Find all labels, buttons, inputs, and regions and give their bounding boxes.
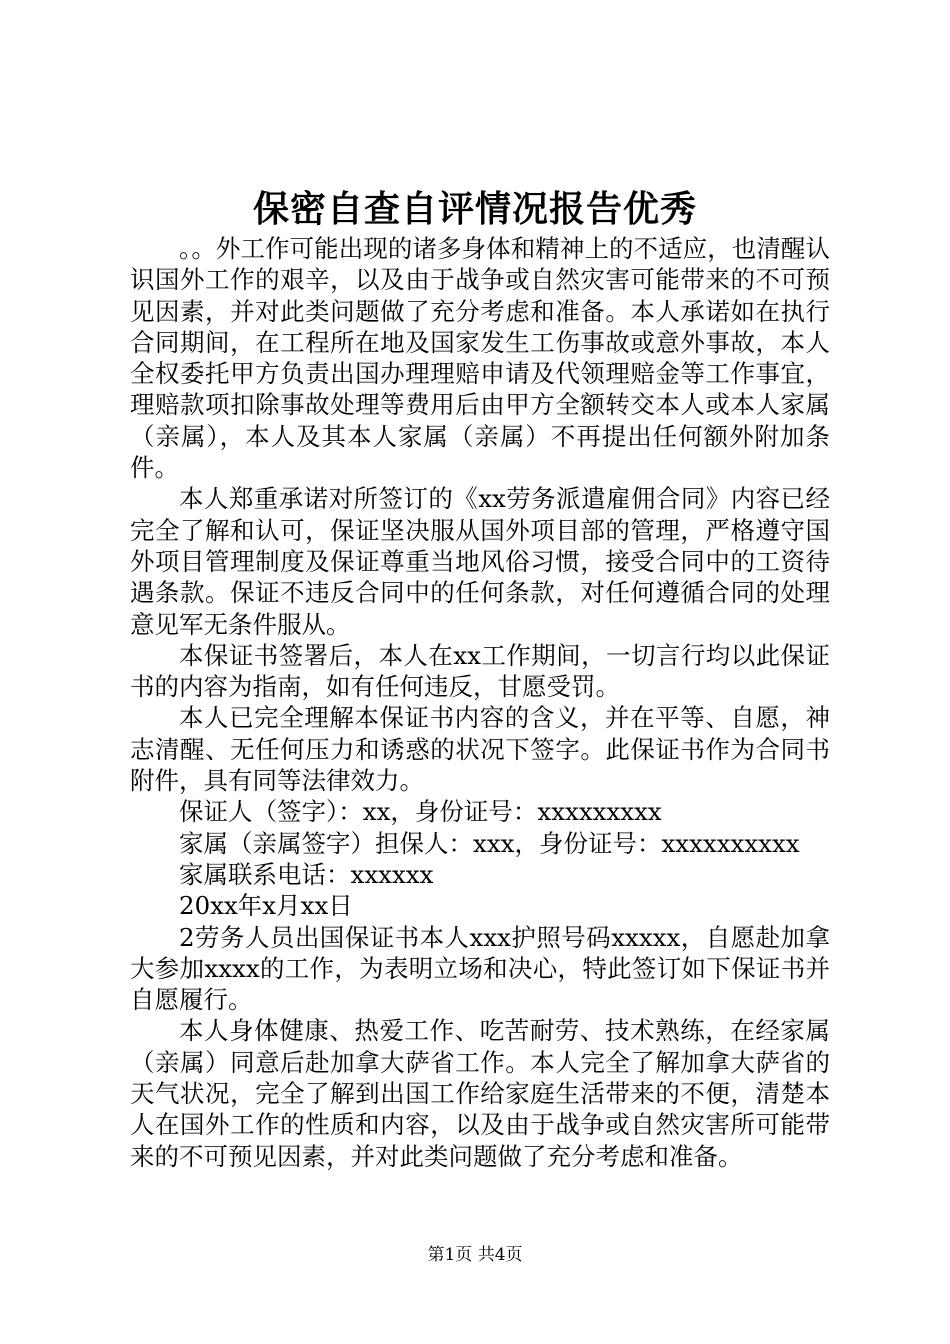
paragraph: 本人郑重承诺对所签订的《xx劳务派遣雇佣合同》内容已经完全了解和认可，保证坚决服从国外项目部的管理，严格遵守国外项目管理制度及保证尊重当地风俗习惯，接受合同中的工资待遇条款。保证不违反合同中的任何条款，对任何遵循合同的处理意见军无条件服从。 xyxy=(130,484,830,639)
paragraph: 本人已完全理解本保证书内容的含义，并在平等、自愿，神志清醒、无任何压力和诱惑的状况下签字。此保证书作为合同书附件，具有同等法律效力。 xyxy=(130,703,830,796)
paragraph: 。。外工作可能出现的诸多身体和精神上的不适应，也清醒认识国外工作的艰辛，以及由于战争或自然灾害可能带来的不可预见因素，并对此类问题做了充分考虑和准备。本人承诺如在执行合同期间，在工程所在地及国家发生工伤事故或意外事故，本人全权委托甲方负责出国办理理赔申请及代领理赔金等工作事宜，理赔款项扣除事故处理等费用后由甲方全额转交本人或本人家属（亲属），本人及其本人家属（亲属）不再提出任何额外附加条件。 xyxy=(130,234,830,483)
document-body xyxy=(130,233,830,1172)
guarantor-signature-line: 保证人（签字）：xx，身份证号：xxxxxxxxx xyxy=(179,797,662,827)
document-title: 保密自查自评情况报告优秀 xyxy=(252,188,697,230)
paragraph: 本人身体健康、热爱工作、吃苦耐劳、技术熟练，在经家属（亲属）同意后赴加拿大萨省工作。本人完全了解加拿大萨省的天气状况，完全了解到出国工作给家庭生活带来的不便，清楚本人在国外工作的性质和内容，以及由于战争或自然灾害所可能带来的不可预见因素，并对此类问题做了充分考虑和准备。 xyxy=(130,1016,830,1171)
date-line: 20xx年x月xx日 xyxy=(179,891,353,921)
family-phone-line: 家属联系电话：xxxxxx xyxy=(179,859,434,889)
family-guarantor-line: 家属（亲属签字）担保人：xxx，身份证号：xxxxxxxxxx xyxy=(179,828,800,858)
paragraph: 本保证书签署后，本人在xx工作期间，一切言行均以此保证书的内容为指南，如有任何违反，甘愿受罚。 xyxy=(130,640,830,702)
page-number-footer: 第1页 共4页 xyxy=(427,1245,523,1265)
paragraph: 2劳务人员出国保证书本人xxx护照号码xxxxx，自愿赴加拿大参加xxxx的工作，为表明立场和决心，特此签订如下保证书并自愿履行。 xyxy=(130,922,830,1015)
